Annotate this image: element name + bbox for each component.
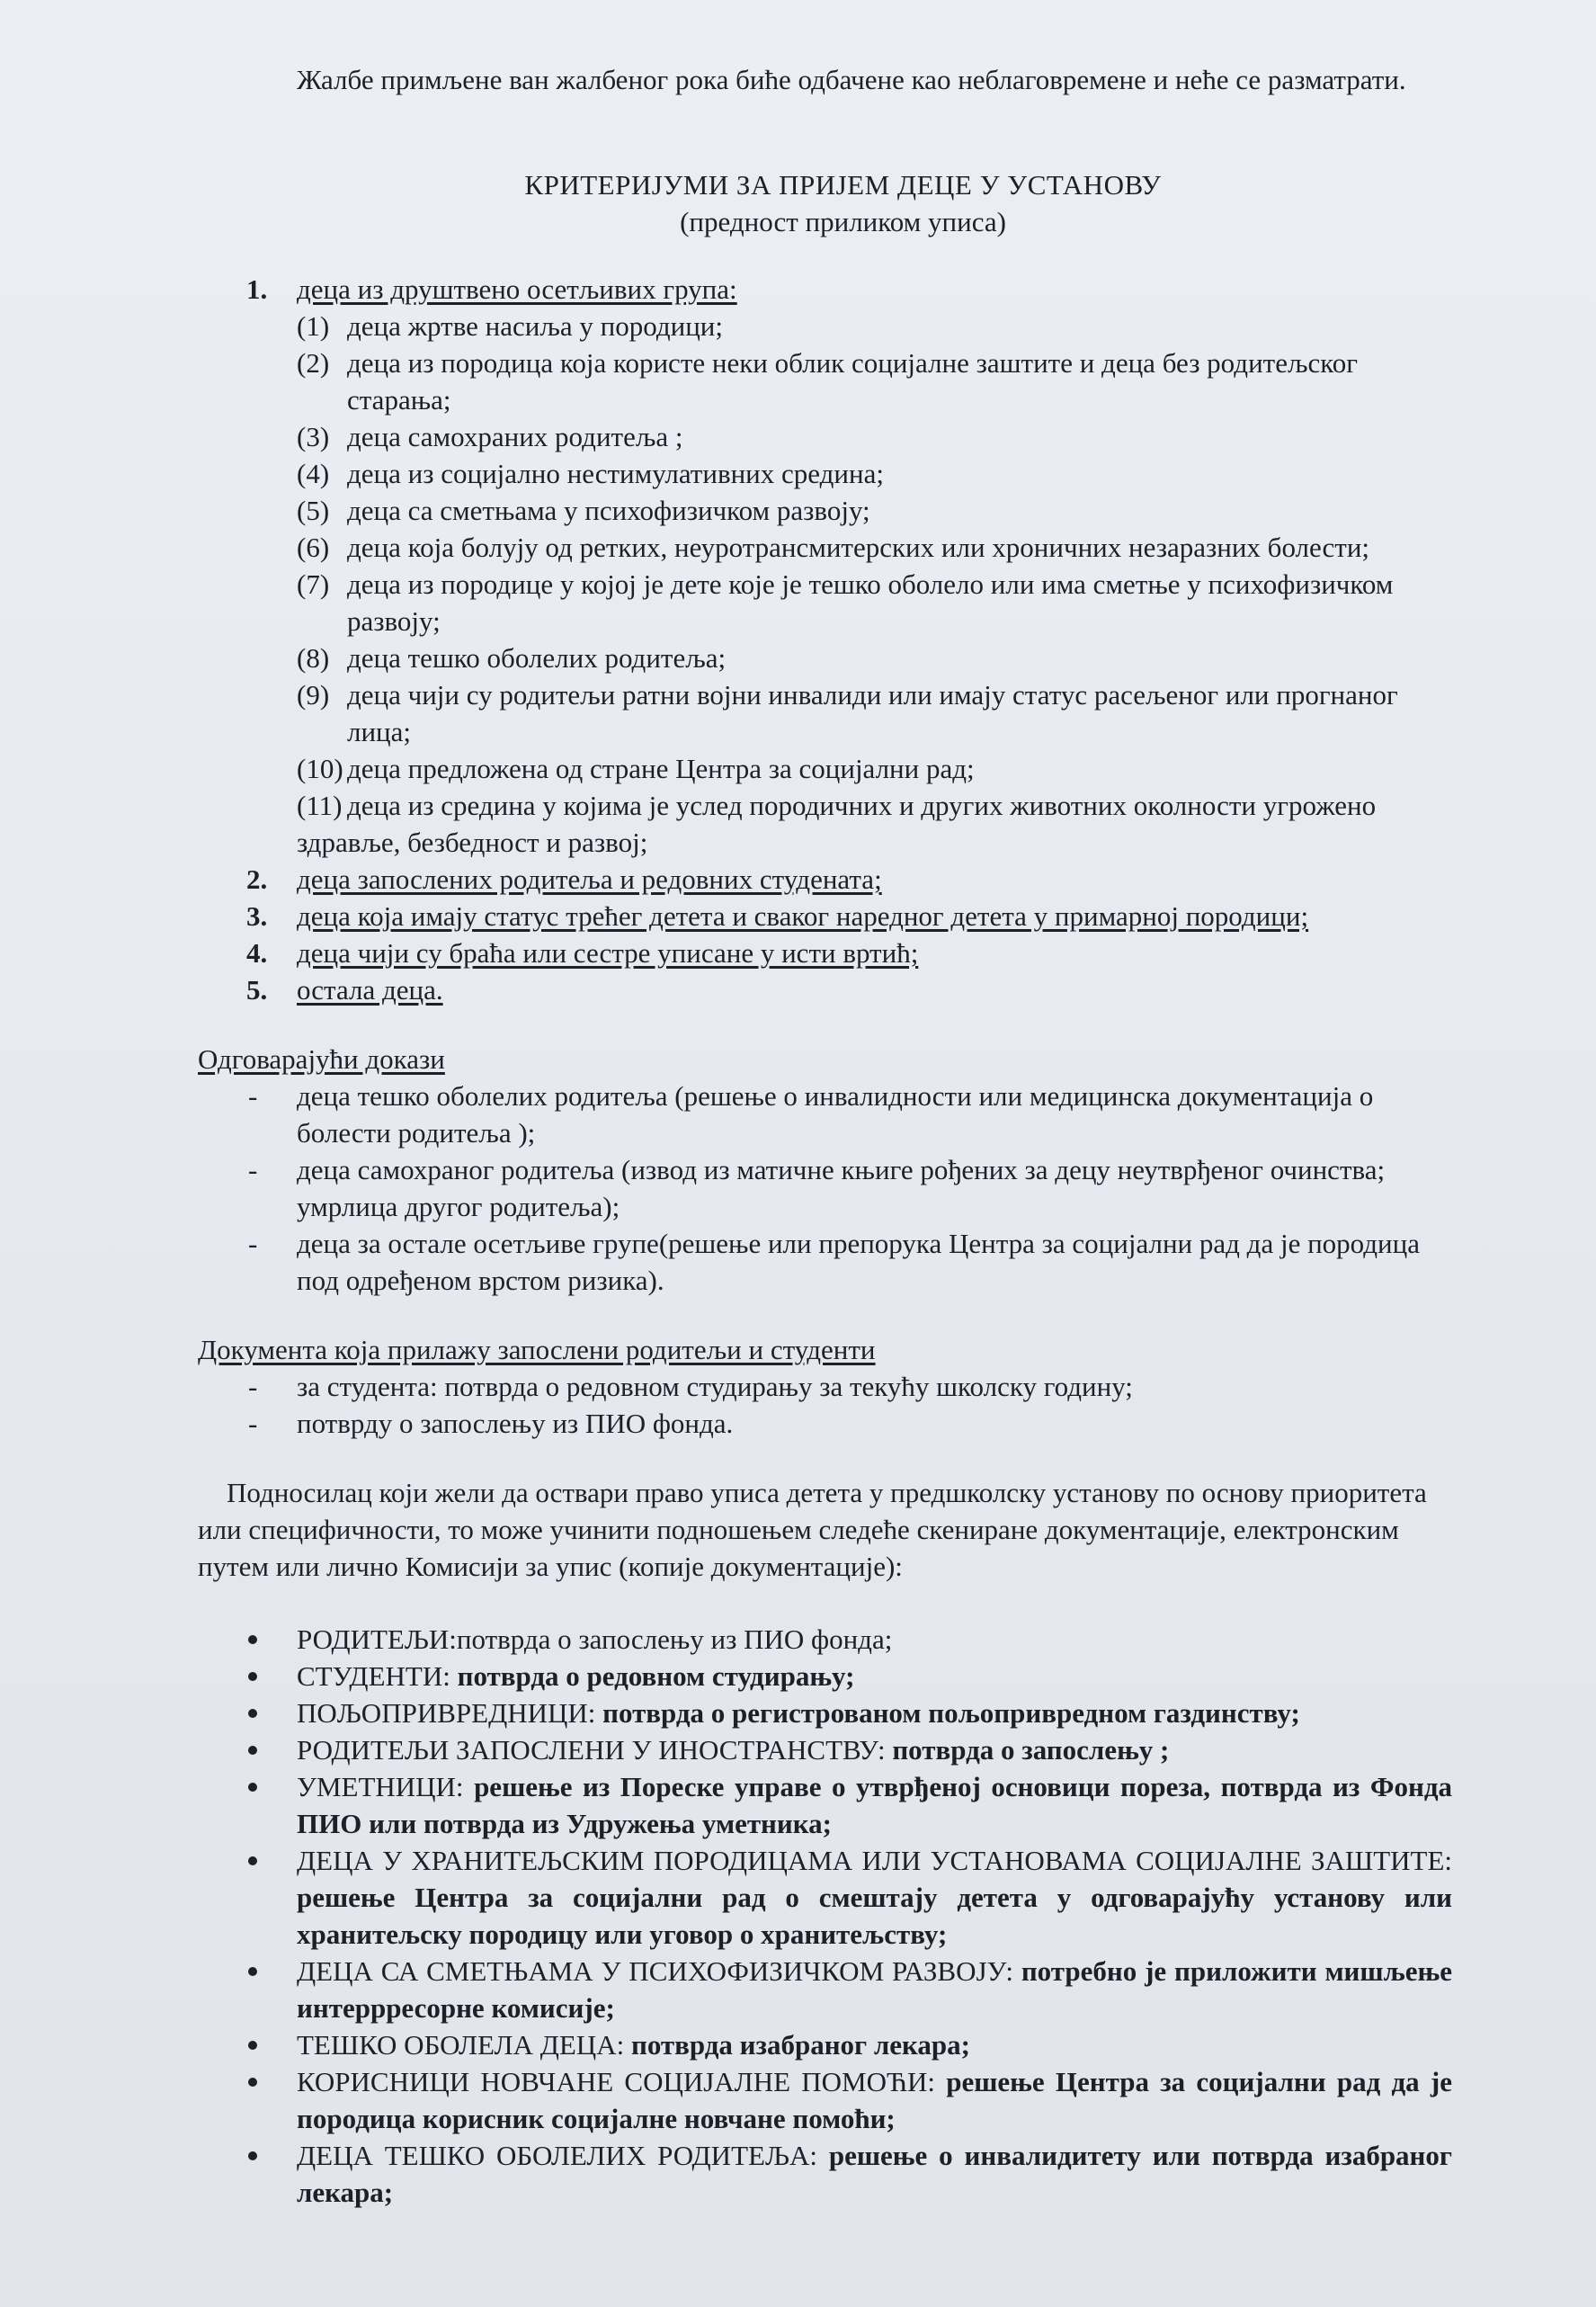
bullet-text: потврда о запослењу ;: [892, 1734, 1170, 1766]
sub-text: деца из породице у којој је дете које је тешко оболело или има сметње у психофизичком развоју;: [347, 568, 1394, 637]
criteria-number: 4.: [246, 937, 268, 969]
bullet-item: [198, 2137, 1452, 2211]
sub-number: (5): [297, 495, 330, 526]
dash-marker: -: [248, 1408, 258, 1439]
submission-paragraph: Подносилац који жели да оствари право уписа детета у предшколску установу по основу приоритета или специфичности, то може учинити подношењем следеће скениране документације, електронским путем или лично Комисији за упис (копије документације):: [198, 1477, 1427, 1582]
bullet-icon: [248, 1856, 257, 1865]
document-subtitle: (предност приликом уписа): [680, 206, 1006, 237]
criteria-number: 3.: [246, 900, 268, 932]
bullet-text: потребно је приложити мишљење интеррресорне комисије;: [297, 1955, 1452, 2024]
criteria-text: остала деца.: [297, 974, 443, 1006]
sub-criteria-item: [297, 529, 1452, 566]
criteria-text: деца која имају статус трећег детета и сваког наредног детета у примарној породици;: [297, 900, 1309, 932]
sub-text: деца из средина у којима је услед породичних и других животних околности угрожено здравље, безбедност и развој;: [297, 790, 1377, 858]
sub-criteria-item: [297, 566, 1452, 639]
bullet-text: решење Центра за социјални рад о смештају детета у одговарајућу установу или хранитељску породицу или уговор о хранитељству;: [297, 1882, 1452, 1950]
sub-number: (11): [297, 790, 343, 821]
sub-criteria-item: [297, 750, 1452, 787]
sub-criteria-item: [297, 492, 1452, 529]
bullet-icon: [248, 1967, 257, 1976]
criteria-list: [198, 271, 1452, 1008]
criteria-text: деца из друштвено осетљивих група:: [297, 273, 737, 305]
bullet-label: РОДИТЕЉИ ЗАПОСЛЕНИ У ИНОСТРАНСТВУ:: [297, 1734, 893, 1766]
bullet-icon: [248, 2151, 257, 2160]
sub-number: (1): [297, 310, 330, 342]
evidence-text: деца тешко оболелих родитеља (решење о инвалидности или медицинска документација о болести родитеља );: [297, 1080, 1374, 1149]
required-documents-list: [198, 1621, 1452, 2211]
bullet-icon: [248, 1783, 257, 1792]
title-block: [234, 166, 1452, 240]
bullet-text: потврда о регистрованом пољопривредном газдинству;: [602, 1697, 1300, 1729]
bullet-label: РОДИТЕЉИ:: [297, 1623, 457, 1655]
sub-text: деца предложена од стране Центра за социјални рад;: [347, 753, 975, 784]
bullet-label: ДЕЦА ТЕШКО ОБОЛЕЛИХ РОДИТЕЉА:: [297, 2140, 829, 2171]
documents-text: за студента: потврда о редовном студирању за текућу школску годину;: [297, 1371, 1133, 1402]
bullet-icon: [248, 2041, 257, 2050]
sub-text: деца жртве насиља у породици;: [347, 310, 724, 342]
sub-text: деца самохраних родитеља ;: [347, 421, 683, 452]
bullet-label: ДЕЦА СА СМЕТЊАМА У ПСИХОФИЗИЧКОМ РАЗВОЈУ:: [297, 1955, 1021, 1987]
bullet-icon: [248, 1635, 257, 1644]
bullet-icon: [248, 2078, 257, 2087]
bullet-text: потврда изабраног лекара;: [630, 2029, 970, 2061]
bullet-icon: [248, 1672, 257, 1681]
sub-criteria-item: [297, 455, 1452, 492]
intro-paragraph: Жалбе примљене ван жалбеног рока биће одбачене као неблаговремене и неће се разматрати.: [297, 64, 1406, 95]
sub-text: деца која болују од ретких, неуротрансмитерских или хроничних незаразних болести;: [347, 532, 1370, 563]
document-title: КРИТЕРИЈУМИ ЗА ПРИЈЕМ ДЕЦЕ У УСТАНОВУ: [524, 169, 1162, 201]
criteria-item: [198, 934, 1452, 971]
evidence-list: [198, 1077, 1452, 1299]
sub-number: (2): [297, 347, 330, 379]
documents-item: [198, 1405, 1452, 1442]
bullet-label: ТЕШКО ОБОЛЕЛА ДЕЦА:: [297, 2029, 631, 2061]
criteria-item: [198, 271, 1452, 861]
evidence-text: деца самохраног родитеља (извод из матичне књиге рођених за децу неутврђеног очинства; умрлица другог родитеља);: [297, 1154, 1386, 1222]
bullet-label: УМЕТНИЦИ:: [297, 1771, 475, 1802]
criteria-sublist: [297, 308, 1452, 861]
bullet-item: [198, 2063, 1452, 2137]
sub-text: деца чији су родитељи ратни војни инвалиди или имају статус расељеног или прогнаног лица;: [347, 679, 1398, 747]
bullet-item: [198, 2026, 1452, 2063]
bullet-label: СТУДЕНТИ:: [297, 1660, 458, 1692]
bullet-text: потврда о редовном студирању;: [457, 1660, 855, 1692]
evidence-heading: Одговарајући докази: [198, 1043, 445, 1075]
bullet-text: потврда о запослењу из ПИО фонда;: [456, 1623, 893, 1655]
evidence-text: деца за остале осетљиве групе(решење или препорука Центра за социјални рад да је породица под одређеном врстом ризика).: [297, 1228, 1420, 1296]
criteria-item: [198, 898, 1452, 934]
bullet-item: [198, 1658, 1452, 1694]
dash-marker: -: [248, 1154, 258, 1185]
sub-text: деца са сметњама у психофизичком развоју;: [347, 495, 870, 526]
criteria-number: 1.: [246, 273, 268, 305]
sub-criteria-item: [297, 639, 1452, 676]
sub-number: (9): [297, 679, 330, 711]
bullet-item: [198, 1731, 1452, 1768]
bullet-item: [198, 1621, 1452, 1658]
sub-criteria-item: [297, 418, 1452, 455]
sub-text: деца из социјално нестимулативних средина;: [347, 458, 884, 489]
evidence-item: [198, 1151, 1452, 1225]
bullet-item: [198, 1842, 1452, 1953]
criteria-number: 2.: [246, 863, 268, 895]
bullet-text: решење о инвалидитету или потврда изабраног лекара;: [297, 2140, 1452, 2208]
sub-text: деца тешко оболелих родитеља;: [347, 642, 727, 674]
criteria-item: [198, 861, 1452, 898]
sub-number: (7): [297, 568, 330, 600]
sub-number: (10): [297, 753, 343, 784]
sub-criteria-item: [297, 308, 1452, 344]
dash-marker: -: [248, 1228, 258, 1259]
sub-number: (8): [297, 642, 330, 674]
sub-criteria-item: [297, 787, 1452, 861]
evidence-item: [198, 1077, 1452, 1151]
dash-marker: -: [248, 1080, 258, 1112]
bullet-item: [198, 1768, 1452, 1842]
sub-text: деца из породица која користе неки облик социјалне заштите и деца без родитељског старања;: [347, 347, 1358, 416]
dash-marker: -: [248, 1371, 258, 1402]
bullet-text: решење Центра за социјални рад да је породица корисник социјалне новчане помоћи;: [297, 2066, 1452, 2134]
bullet-label: ДЕЦА У ХРАНИТЕЉСКИМ ПОРОДИЦАМА ИЛИ УСТАНОВАМА СОЦИЈАЛНЕ ЗАШТИТЕ:: [297, 1845, 1452, 1876]
bullet-label: КОРИСНИЦИ НОВЧАНЕ СОЦИЈАЛНЕ ПОМОЋИ:: [297, 2066, 947, 2097]
bullet-icon: [248, 1709, 257, 1718]
sub-criteria-item: [297, 676, 1452, 750]
bullet-text: решење из Пореске управе о утврђеној основици пореза, потврда из Фонда ПИО или потврда из Удружења уметника;: [297, 1771, 1453, 1839]
documents-item: [198, 1368, 1452, 1405]
sub-number: (3): [297, 421, 330, 452]
documents-text: потврду о запослењу из ПИО фонда.: [297, 1408, 734, 1439]
bullet-icon: [248, 1746, 257, 1755]
criteria-text: деца запослених родитеља и редовних студената;: [297, 863, 882, 895]
criteria-item: [198, 971, 1452, 1008]
criteria-number: 5.: [246, 974, 268, 1006]
evidence-item: [198, 1225, 1452, 1299]
sub-number: (6): [297, 532, 330, 563]
criteria-text: деца чији су браћа или сестре уписане у исти вртић;: [297, 937, 919, 969]
sub-criteria-item: [297, 344, 1452, 418]
bullet-item: [198, 1953, 1452, 2026]
bullet-label: ПОЉОПРИВРЕДНИЦИ:: [297, 1697, 603, 1729]
bullet-item: [198, 1694, 1452, 1731]
documents-heading: Документа која прилажу запослени родитељи и студенти: [198, 1334, 876, 1365]
documents-list: [198, 1368, 1452, 1442]
sub-number: (4): [297, 458, 330, 489]
